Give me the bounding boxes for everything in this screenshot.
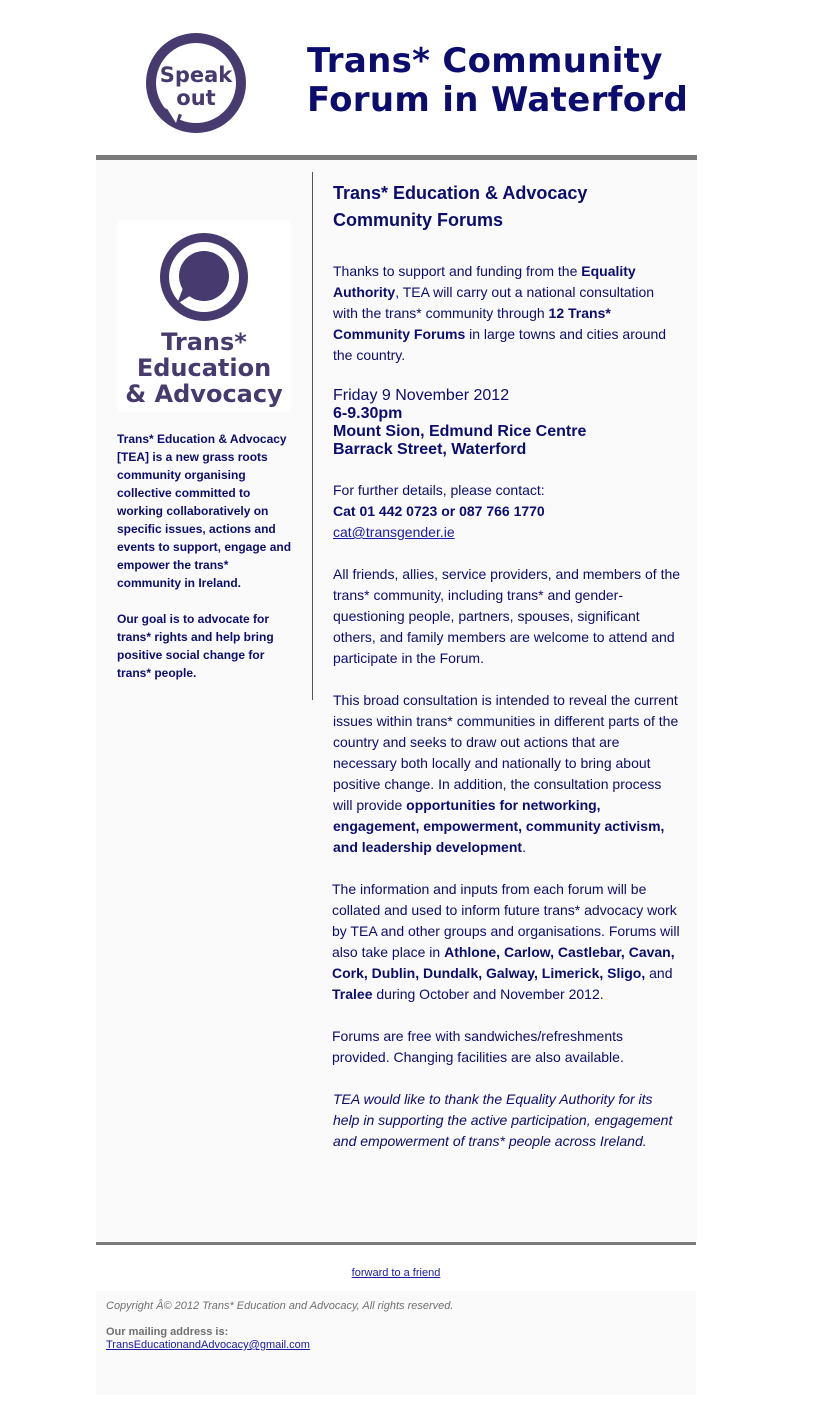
header [96, 0, 697, 156]
tea-logo-line3: & Advocacy [125, 380, 283, 408]
welcome-paragraph: All friends, allies, service providers, and members of the trans* community, including trans* and gender-questioning people, partners, spouses, significant others, and family members are welcome to attend and participate in the Forum. [333, 566, 681, 666]
copyright-text: Copyright Â© 2012 Trans* Education and Advocacy, All rights reserved. [106, 1300, 454, 1312]
contact-phone: Cat 01 442 0723 or 087 766 1770 [333, 503, 545, 519]
information-text-3: during October and November 2012. [372, 986, 604, 1002]
event-date: Friday 9 November 2012 [333, 387, 510, 404]
page-title-line2: Forum in Waterford [307, 80, 689, 120]
column-divider [312, 172, 313, 700]
sidebar-about-paragraph: Trans* Education & Advocacy [TEA] is a new grass roots community organising collective committed to working collaboratively on specific issues, actions and events to support, engage and empower the trans* community in Ireland. [117, 432, 292, 590]
equality-authority-bold: Equality Authority [333, 263, 636, 300]
speak-out-logo [136, 25, 256, 145]
speak-logo-line2: out [176, 86, 216, 110]
forward-to-friend-link[interactable]: forward to a friend [351, 1267, 441, 1279]
footer [96, 1291, 696, 1395]
mailing-address-label: Our mailing address is: [106, 1326, 229, 1338]
tea-logo-line2: Education [136, 354, 272, 382]
information-text-1: The information and inputs from each forum will be collated and used to inform future trans* advocacy work by TEA and other groups and organisations. Forums will also take place in [332, 881, 680, 960]
bottom-divider [96, 1242, 696, 1245]
consultation-paragraph [333, 690, 681, 858]
consultation-text-2: . [522, 839, 526, 855]
information-text-2: and [645, 965, 673, 981]
mailing-email-link[interactable]: TransEducationandAdvocacy@gmail.com [106, 1339, 310, 1351]
tea-logo [117, 220, 291, 412]
opportunities-bold: opportunities for networking, engagement, empowerment, community activism, and leadership development [333, 797, 665, 855]
free-forums-paragraph: Forums are free with sandwiches/refreshments provided. Changing facilities are also available. [332, 1028, 624, 1065]
event-venue: Mount Sion, Edmund Rice Centre [333, 423, 587, 440]
intro-text-3: in large towns and cities around the country. [333, 326, 667, 363]
main-heading-line2: Community Forums [333, 210, 504, 230]
intro-paragraph [333, 261, 681, 366]
thanks-text: TEA would like to thank the Equality Authority for its help in supporting the active participation, engagement and empowerment of trans* people across Ireland. [333, 1091, 673, 1149]
forums-count-bold: 12 Trans* Community Forums [333, 305, 611, 342]
contact-intro: For further details, please contact: [333, 482, 545, 498]
main-content [333, 180, 681, 1173]
page-title-line1: Trans* Community [307, 41, 663, 81]
sidebar-goal-paragraph: Our goal is to advocate for trans* rights and help bring positive social change for trans* people. [117, 612, 274, 680]
sidebar-about [117, 430, 295, 700]
tralee-bold: Tralee [332, 986, 373, 1002]
main-heading-line1: Trans* Education & Advocacy [333, 183, 588, 203]
intro-text-1: Thanks to support and funding from the [333, 263, 582, 279]
main-heading [333, 180, 681, 234]
consultation-text-1: This broad consultation is intended to reveal the current issues within trans* communities in different parts of the country and seeks to draw out actions that are necessary both locally and nationally to bring about positive change. In addition, the consultation process will provide [333, 692, 679, 813]
event-street: Barrack Street, Waterford [333, 441, 527, 458]
information-paragraph [332, 879, 681, 1005]
page-title [307, 42, 688, 120]
speak-logo-line1: Speak [159, 63, 233, 87]
event-time: 6-9.30pm [333, 405, 403, 422]
forum-locations-bold: Athlone, Carlow, Castlebar, Cavan, Cork, Dublin, Dundalk, Galway, Limerick, Sligo, [332, 944, 675, 981]
intro-text-2: , TEA will carry out a national consultation with the trans* community through [333, 284, 655, 321]
tea-logo-line1: Trans* [161, 328, 247, 356]
thanks-paragraph [333, 1089, 681, 1152]
tea-logo-card [117, 220, 291, 412]
contact-email-link[interactable]: cat@transgender.ie [333, 524, 455, 540]
